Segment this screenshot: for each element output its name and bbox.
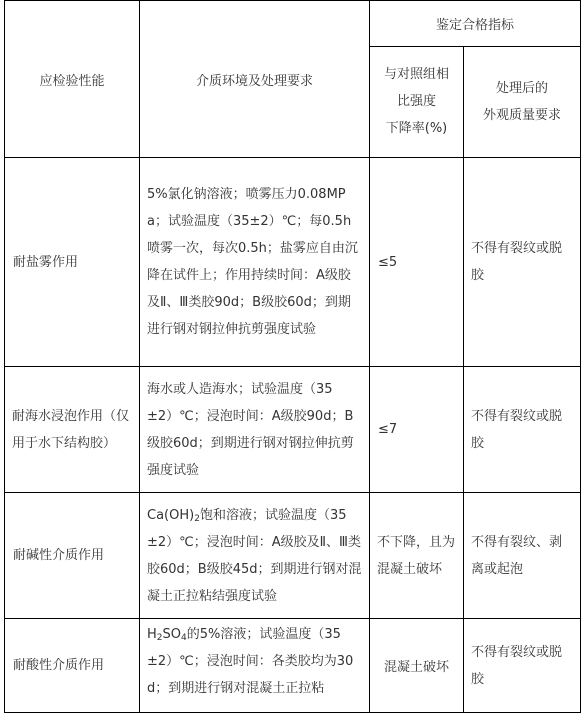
row-condition-subscript: 4 <box>181 633 187 643</box>
row-performance-text: 耐碱性介质作用 <box>13 548 105 563</box>
row-reduction-text: ≤7 <box>378 422 398 437</box>
header-appearance-line-2: 外观质量要求 <box>483 107 562 123</box>
row-performance-name <box>5 367 140 493</box>
header-appearance <box>464 47 581 158</box>
row-appearance-text: 不得有裂纹或脱胶 <box>471 644 563 687</box>
row-condition-mid: SO <box>162 627 181 642</box>
row-appearance <box>464 493 581 619</box>
row-condition-prefix: H <box>147 627 157 642</box>
row-performance-name <box>5 158 140 367</box>
row-reduction <box>370 493 464 619</box>
row-condition <box>140 158 370 367</box>
row-reduction-text: 不下降，且为混凝土破坏 <box>377 534 456 577</box>
row-performance-text: 耐盐雾作用 <box>13 254 79 270</box>
row-performance-text: 耐酸性介质作用 <box>13 658 105 673</box>
header-condition-text: 介质环境及处理要求 <box>195 73 313 89</box>
row-reduction-text: ≤5 <box>378 254 398 270</box>
header-strength-line-2: 比强度 <box>396 94 436 109</box>
header-strength-reduction <box>370 47 464 158</box>
header-condition <box>140 1 370 158</box>
header-qualification-text: 鉴定合格指标 <box>436 18 515 33</box>
row-reduction <box>370 619 464 713</box>
row-condition <box>140 367 370 493</box>
row-performance-text: 耐海水浸泡作用（仅用于水下结构胶） <box>12 408 130 451</box>
header-strength-line-3: 下降率(%) <box>385 121 448 136</box>
header-qualification-group <box>370 1 581 47</box>
row-condition <box>140 619 370 713</box>
row-reduction <box>370 158 464 367</box>
row-appearance-text: 不得有裂纹或脱胶 <box>471 241 563 283</box>
row-reduction <box>370 367 464 493</box>
row-condition-subscript: 2 <box>194 513 200 524</box>
row-appearance <box>464 158 581 367</box>
row-appearance <box>464 619 581 713</box>
row-performance-name <box>5 493 140 619</box>
row-performance-name <box>5 619 140 713</box>
row-condition-text: 饱和溶液；试验温度（35±2）℃；浸泡时间：A级胶及Ⅱ、Ⅲ类胶60d；B级胶45d；到期进行钢对混凝土正拉粘结强度试验 <box>147 507 362 604</box>
row-condition <box>140 493 370 619</box>
header-strength-line-1: 与对照组相 <box>383 67 449 82</box>
row-condition-subscript: 2 <box>156 633 163 643</box>
row-condition-text: 5%氯化钠溶液；喷雾压力0.08MPa；试验温度（35±2）℃；每0.5h喷雾一次，每次0.5h；盐雾应自由沉降在试件上；作用持续时间：A级胶及Ⅱ、Ⅲ类胶90d；B级胶60d；到期进行钢对钢拉伸抗剪强度试验 <box>147 187 358 337</box>
header-performance <box>5 1 140 158</box>
inspection-table <box>4 0 581 713</box>
table-row <box>5 367 581 493</box>
row-condition-prefix: Ca(OH) <box>147 507 195 523</box>
header-appearance-line-1: 处理后的 <box>496 80 549 96</box>
row-appearance-text: 不得有裂纹或脱胶 <box>471 408 563 451</box>
row-appearance-text: 不得有裂纹、剥离或起泡 <box>471 534 563 577</box>
header-performance-text: 应检验性能 <box>39 73 105 89</box>
table-row <box>5 493 581 619</box>
row-appearance <box>464 367 581 493</box>
row-condition-text: 海水或人造海水；试验温度（35±2）℃；浸泡时间：A级胶90d；B级胶60d；到期进行钢对钢拉伸抗剪强度试验 <box>147 381 354 478</box>
row-condition-text: 的5%溶液；试验温度（35±2）℃；浸泡时间：各类胶均为30d；到期进行钢对混凝土正拉粘 <box>147 627 354 696</box>
table-row <box>5 619 581 713</box>
row-reduction-text: 混凝土破坏 <box>383 660 449 675</box>
table-row <box>5 158 581 367</box>
